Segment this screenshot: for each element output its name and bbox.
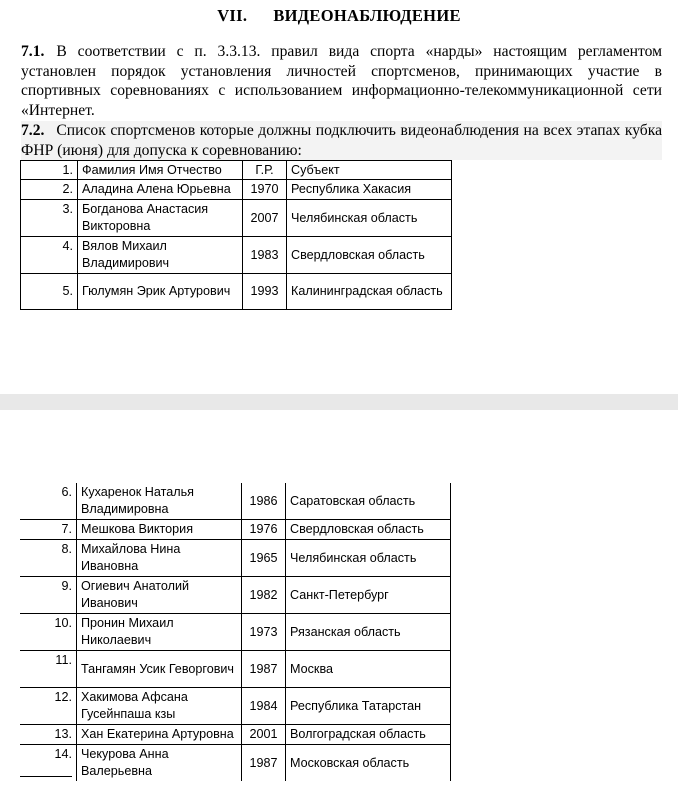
table-header-row <box>21 161 452 180</box>
table-row <box>21 200 452 237</box>
birth-year: 1965 <box>242 540 286 577</box>
birth-year: 2007 <box>243 200 287 237</box>
table-row <box>21 180 452 200</box>
table-row <box>20 688 451 725</box>
row-number: 7. <box>20 520 77 540</box>
paragraph-number: 7.2. <box>21 122 45 139</box>
paragraph-text: В соответствии с п. 3.3.13. правил вида спорта «нарды» настоящим регламентом установлен порядок установления личностей спортсменов, принимающих участие в спортивных соревнованиях с использованием информационно-телекоммуникационной сети «Интернет. <box>21 43 662 119</box>
athlete-name: Чекурова Анна Валерьевна <box>77 745 242 782</box>
birth-year: 1986 <box>242 483 286 520</box>
athlete-name: Богданова Анастасия Викторовна <box>78 200 243 237</box>
paragraph-text: Список спортсменов которые должны подключить видеонаблюдения на всех этапах кубка ФНР (июня) для допуска к соревнованию: <box>21 122 662 159</box>
athlete-name: Тангамян Усик Геворгович <box>77 651 242 688</box>
footnote-rule <box>20 776 72 777</box>
region: Свердловская область <box>286 520 451 540</box>
table-row <box>21 274 452 310</box>
region: Республика Хакасия <box>287 180 452 200</box>
row-number: 5. <box>21 274 78 310</box>
row-number: 11. <box>20 651 77 688</box>
section-heading <box>0 6 678 26</box>
region: Челябинская область <box>286 540 451 577</box>
birth-year: 1987 <box>242 651 286 688</box>
birth-year: 2001 <box>242 725 286 745</box>
region: Московская область <box>286 745 451 782</box>
row-number: 13. <box>20 725 77 745</box>
page-break <box>0 394 678 410</box>
region: Свердловская область <box>287 237 452 274</box>
athlete-name: Гюлумян Эрик Артурович <box>78 274 243 310</box>
paragraph-number: 7.1. <box>21 43 45 60</box>
birth-year: 1976 <box>242 520 286 540</box>
region: Калининградская область <box>287 274 452 310</box>
athlete-name: Хакимова Афсана Гусейнпаша кзы <box>77 688 242 725</box>
table-row <box>20 745 451 782</box>
table-row <box>21 237 452 274</box>
birth-year: 1982 <box>242 577 286 614</box>
athlete-name: Хан Екатерина Артуровна <box>77 725 242 745</box>
table-row <box>20 614 451 651</box>
row-number: 8. <box>20 540 77 577</box>
birth-year: 1983 <box>243 237 287 274</box>
table-row <box>20 540 451 577</box>
region: Волгоградская область <box>286 725 451 745</box>
athlete-name: Пронин Михаил Николаевич <box>77 614 242 651</box>
region: Саратовская область <box>286 483 451 520</box>
table-row <box>20 577 451 614</box>
region: Москва <box>286 651 451 688</box>
table-row <box>20 520 451 540</box>
row-number: 12. <box>20 688 77 725</box>
document-page-1 <box>0 0 678 394</box>
athlete-name: Мешкова Виктория <box>77 520 242 540</box>
paragraph-7-1 <box>21 42 662 120</box>
region: Рязанская область <box>286 614 451 651</box>
row-number: 2. <box>21 180 78 200</box>
region: Республика Татарстан <box>286 688 451 725</box>
athlete-name: Аладина Алена Юрьевна <box>78 180 243 200</box>
athlete-name: Кухаренок Наталья Владимировна <box>77 483 242 520</box>
row-number: 4. <box>21 237 78 274</box>
row-number: 3. <box>21 200 78 237</box>
row-number: 10. <box>20 614 77 651</box>
section-title: ВИДЕОНАБЛЮДЕНИЕ <box>273 6 461 25</box>
row-number: 14. <box>20 745 77 782</box>
region: Челябинская область <box>287 200 452 237</box>
birth-year: 1987 <box>242 745 286 782</box>
table-row <box>20 483 451 520</box>
section-number: VII. <box>217 6 248 25</box>
birth-year: 1993 <box>243 274 287 310</box>
header-number: 1. <box>21 161 78 180</box>
region: Санкт-Петербург <box>286 577 451 614</box>
header-name: Фамилия Имя Отчество <box>78 161 243 180</box>
document-page-2 <box>0 410 678 792</box>
athletes-table-part-1 <box>20 160 452 310</box>
row-number: 6. <box>20 483 77 520</box>
birth-year: 1984 <box>242 688 286 725</box>
table-row <box>20 651 451 688</box>
header-year: Г.Р. <box>243 161 287 180</box>
birth-year: 1970 <box>243 180 287 200</box>
athlete-name: Михайлова Нина Ивановна <box>77 540 242 577</box>
row-number: 9. <box>20 577 77 614</box>
header-region: Субъект <box>287 161 452 180</box>
birth-year: 1973 <box>242 614 286 651</box>
athlete-name: Огиевич Анатолий Иванович <box>77 577 242 614</box>
paragraph-7-2 <box>21 121 662 160</box>
table-row <box>20 725 451 745</box>
athletes-table-part-2 <box>20 483 451 781</box>
athlete-name: Вялов Михаил Владимирович <box>78 237 243 274</box>
